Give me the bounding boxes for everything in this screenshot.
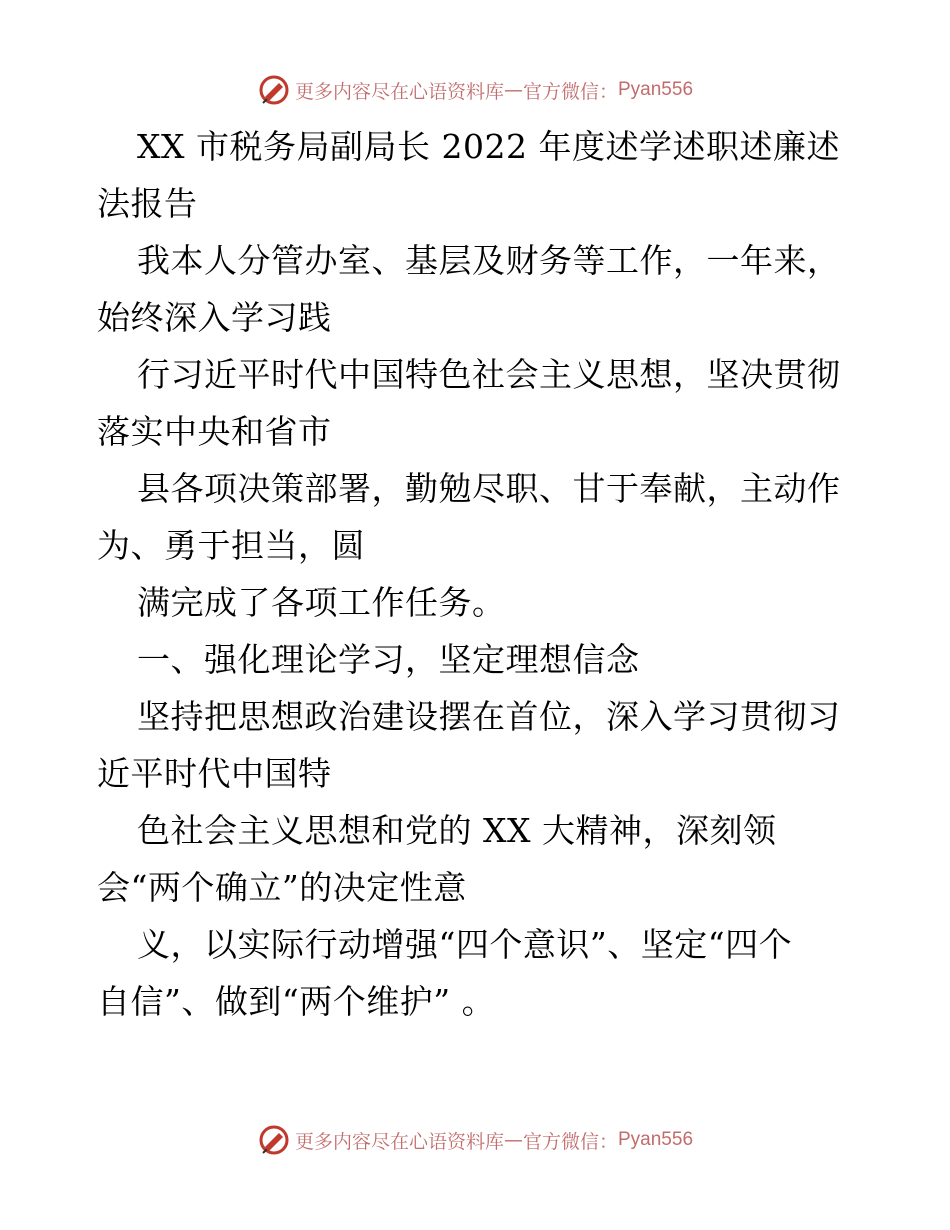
title-line-1: XX 市税务局副局长 2022 年度述学述职述廉述 <box>137 127 840 166</box>
watermark-wechat-id: Pyan556 <box>618 79 694 100</box>
header-watermark <box>0 70 950 110</box>
paragraph-line: 始终深入学习践 <box>97 298 332 337</box>
paragraph-line: 落实中央和省市 <box>97 412 332 451</box>
watermark-label: 官方微信： <box>522 80 618 103</box>
paragraph-line: 行习近平时代中国特色社会主义思想，坚决贯彻 <box>137 355 841 394</box>
watermark-wechat-id: Pyan556 <box>618 1129 694 1150</box>
paragraph-line: 我本人分管办室、基层及财务等工作，一年来， <box>137 241 841 280</box>
watermark-dash: — <box>503 1129 523 1151</box>
paragraph-line: 为、勇于担当，圆 <box>97 526 365 565</box>
paragraph-line: 满完成了各项工作任务。 <box>137 583 506 622</box>
paragraph-line: 自信”、做到“两个维护” 。 <box>97 982 496 1021</box>
document-body <box>97 118 857 1030</box>
section-heading: 一、强化理论学习，坚定理想信念 <box>137 640 640 679</box>
watermark-text: 更多内容尽在心语资料库 <box>294 1130 504 1153</box>
paragraph-line: 会“两个确立”的决定性意 <box>97 868 467 907</box>
watermark-text: 更多内容尽在心语资料库 <box>294 80 504 103</box>
watermark-label: 官方微信： <box>522 1130 618 1153</box>
pen-logo-icon <box>257 1123 291 1157</box>
footer-watermark <box>0 1120 950 1160</box>
paragraph-line: 坚持把思想政治建设摆在首位，深入学习贯彻习 <box>137 697 841 736</box>
paragraph-line: 色社会主义思想和党的 XX 大精神，深刻领 <box>137 811 777 850</box>
pen-logo-icon <box>257 73 291 107</box>
title-line-2: 法报告 <box>97 184 198 223</box>
paragraph-line: 近平时代中国特 <box>97 754 332 793</box>
paragraph-line: 县各项决策部署，勤勉尽职、甘于奉献，主动作 <box>137 469 841 508</box>
paragraph-line: 义，以实际行动增强“四个意识”、坚定“四个 <box>137 925 793 964</box>
watermark-dash: — <box>503 79 523 101</box>
